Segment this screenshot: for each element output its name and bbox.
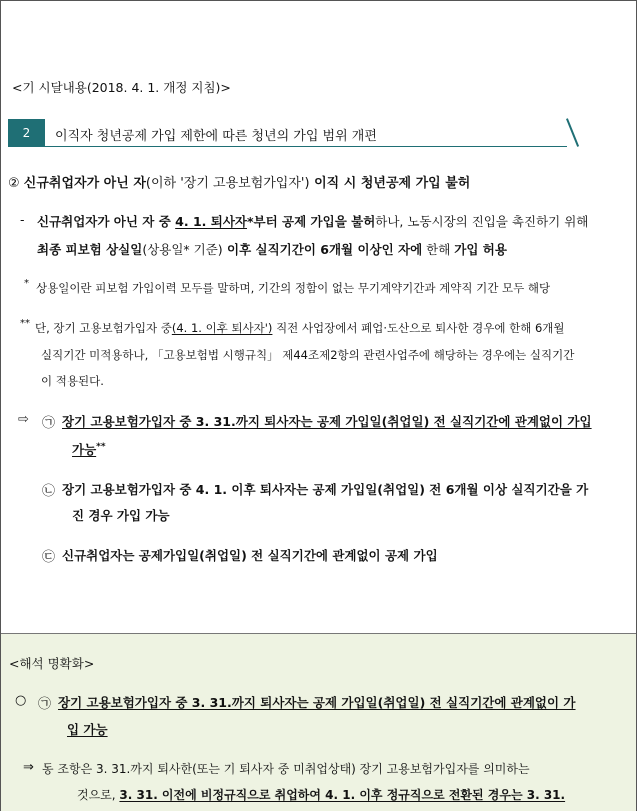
clarification-panel [1,633,636,811]
item-a-line-2: 가능** [72,441,106,457]
explanation-line-2: 것으로, 3. 31. 이전에 비정규직으로 취업하여 4. 1. 이후 정규직으로 전환된 경우는 3. 31. [77,788,566,802]
point-marker: ② [8,176,20,191]
footnote-text: 상용일이란 피보험 가입이력 모두를 말하며, 기간의 정함이 없는 무기계약기간과 계약직 기간 모두 해당 [36,281,551,295]
clarify-title: <해석 명확화> [9,656,95,671]
point-text-rest: 이직 시 청년공제 가입 불허 [309,176,471,191]
item-a-line-1: 장기 고용보험가입자 중 3. 31.까지 퇴사자는 공제 가입일(취업일) 전 실직기간에 관계없이 가입 [62,414,592,429]
dash-marker: - [20,212,25,227]
clarify-a-line-2: 입 가능 [67,722,108,737]
footnote-line-3: 이 적용된다. [41,374,104,388]
dash-line-2: 최종 피보험 상실일(상용일* 기준) 이후 실직기간이 6개월 이상인 자에 한해 가입 허용 [37,242,507,257]
point-text-bold: 신규취업자가 아닌 자 [23,176,146,191]
item-marker: ㉠ [42,416,56,431]
item-b-line-1: 장기 고용보험가입자 중 4. 1. 이후 퇴사자는 공제 가입일(취업일) 전 6개월 이상 실직기간을 가 [62,482,589,497]
section-title: 이직자 청년공제 가입 제한에 따른 청년의 가입 범위 개편 [55,129,377,144]
item-marker: ㉢ [42,550,56,565]
item-b-line-2: 진 경우 가입 가능 [72,508,170,523]
clarify-a-line-1: 장기 고용보험가입자 중 3. 31.까지 퇴사자는 공제 가입일(취업일) 전 실직기간에 관계없이 가 [58,695,576,710]
banner-underline [45,146,567,147]
explanation-line-1: 동 조항은 3. 31.까지 퇴사한(또는 기 퇴사자 중 미취업상태) 장기 고용보험가입자를 의미하는 [42,762,530,776]
section-number: 2 [8,119,45,147]
bullet-icon: ○ [15,693,27,708]
point-text-paren: (이하 '장기 고용보험가입자') [145,176,310,191]
footnote-marker: * [24,278,29,289]
point-2 [8,172,470,191]
clarify-marker: ㉠ [38,697,52,712]
footnote-line-2: 실직기간 미적용하나, 「고용보험법 시행규칙」 제44조제2항의 관련사업주에 해당하는 경우에는 실직기간 [41,348,575,362]
dash-line-1: 신규취업자가 아닌 자 중 4. 1. 퇴사자*부터 공제 가입을 불허하나, 노동시장의 진입을 촉진하기 위해 [37,214,589,229]
date-underlined: 4. 1. 퇴사자 [175,214,247,229]
footnote-line-1: 단, 장기 고용보험가입자 중(4. 1. 이후 퇴사자') 직전 사업장에서 폐업·도산으로 퇴사한 경우에 한해 6개월 [35,321,565,335]
item-marker: ㉡ [42,484,56,499]
arrow-icon: ⇨ [18,412,29,427]
implies-arrow-icon: ⇒ [23,760,34,775]
footnote-marker: ** [20,318,30,329]
page-title: <기 시달내용(2018. 4. 1. 개정 지침)> [12,80,231,95]
item-c-line-1: 신규취업자는 공제가입일(취업일) 전 실직기간에 관계없이 공제 가입 [62,548,438,563]
